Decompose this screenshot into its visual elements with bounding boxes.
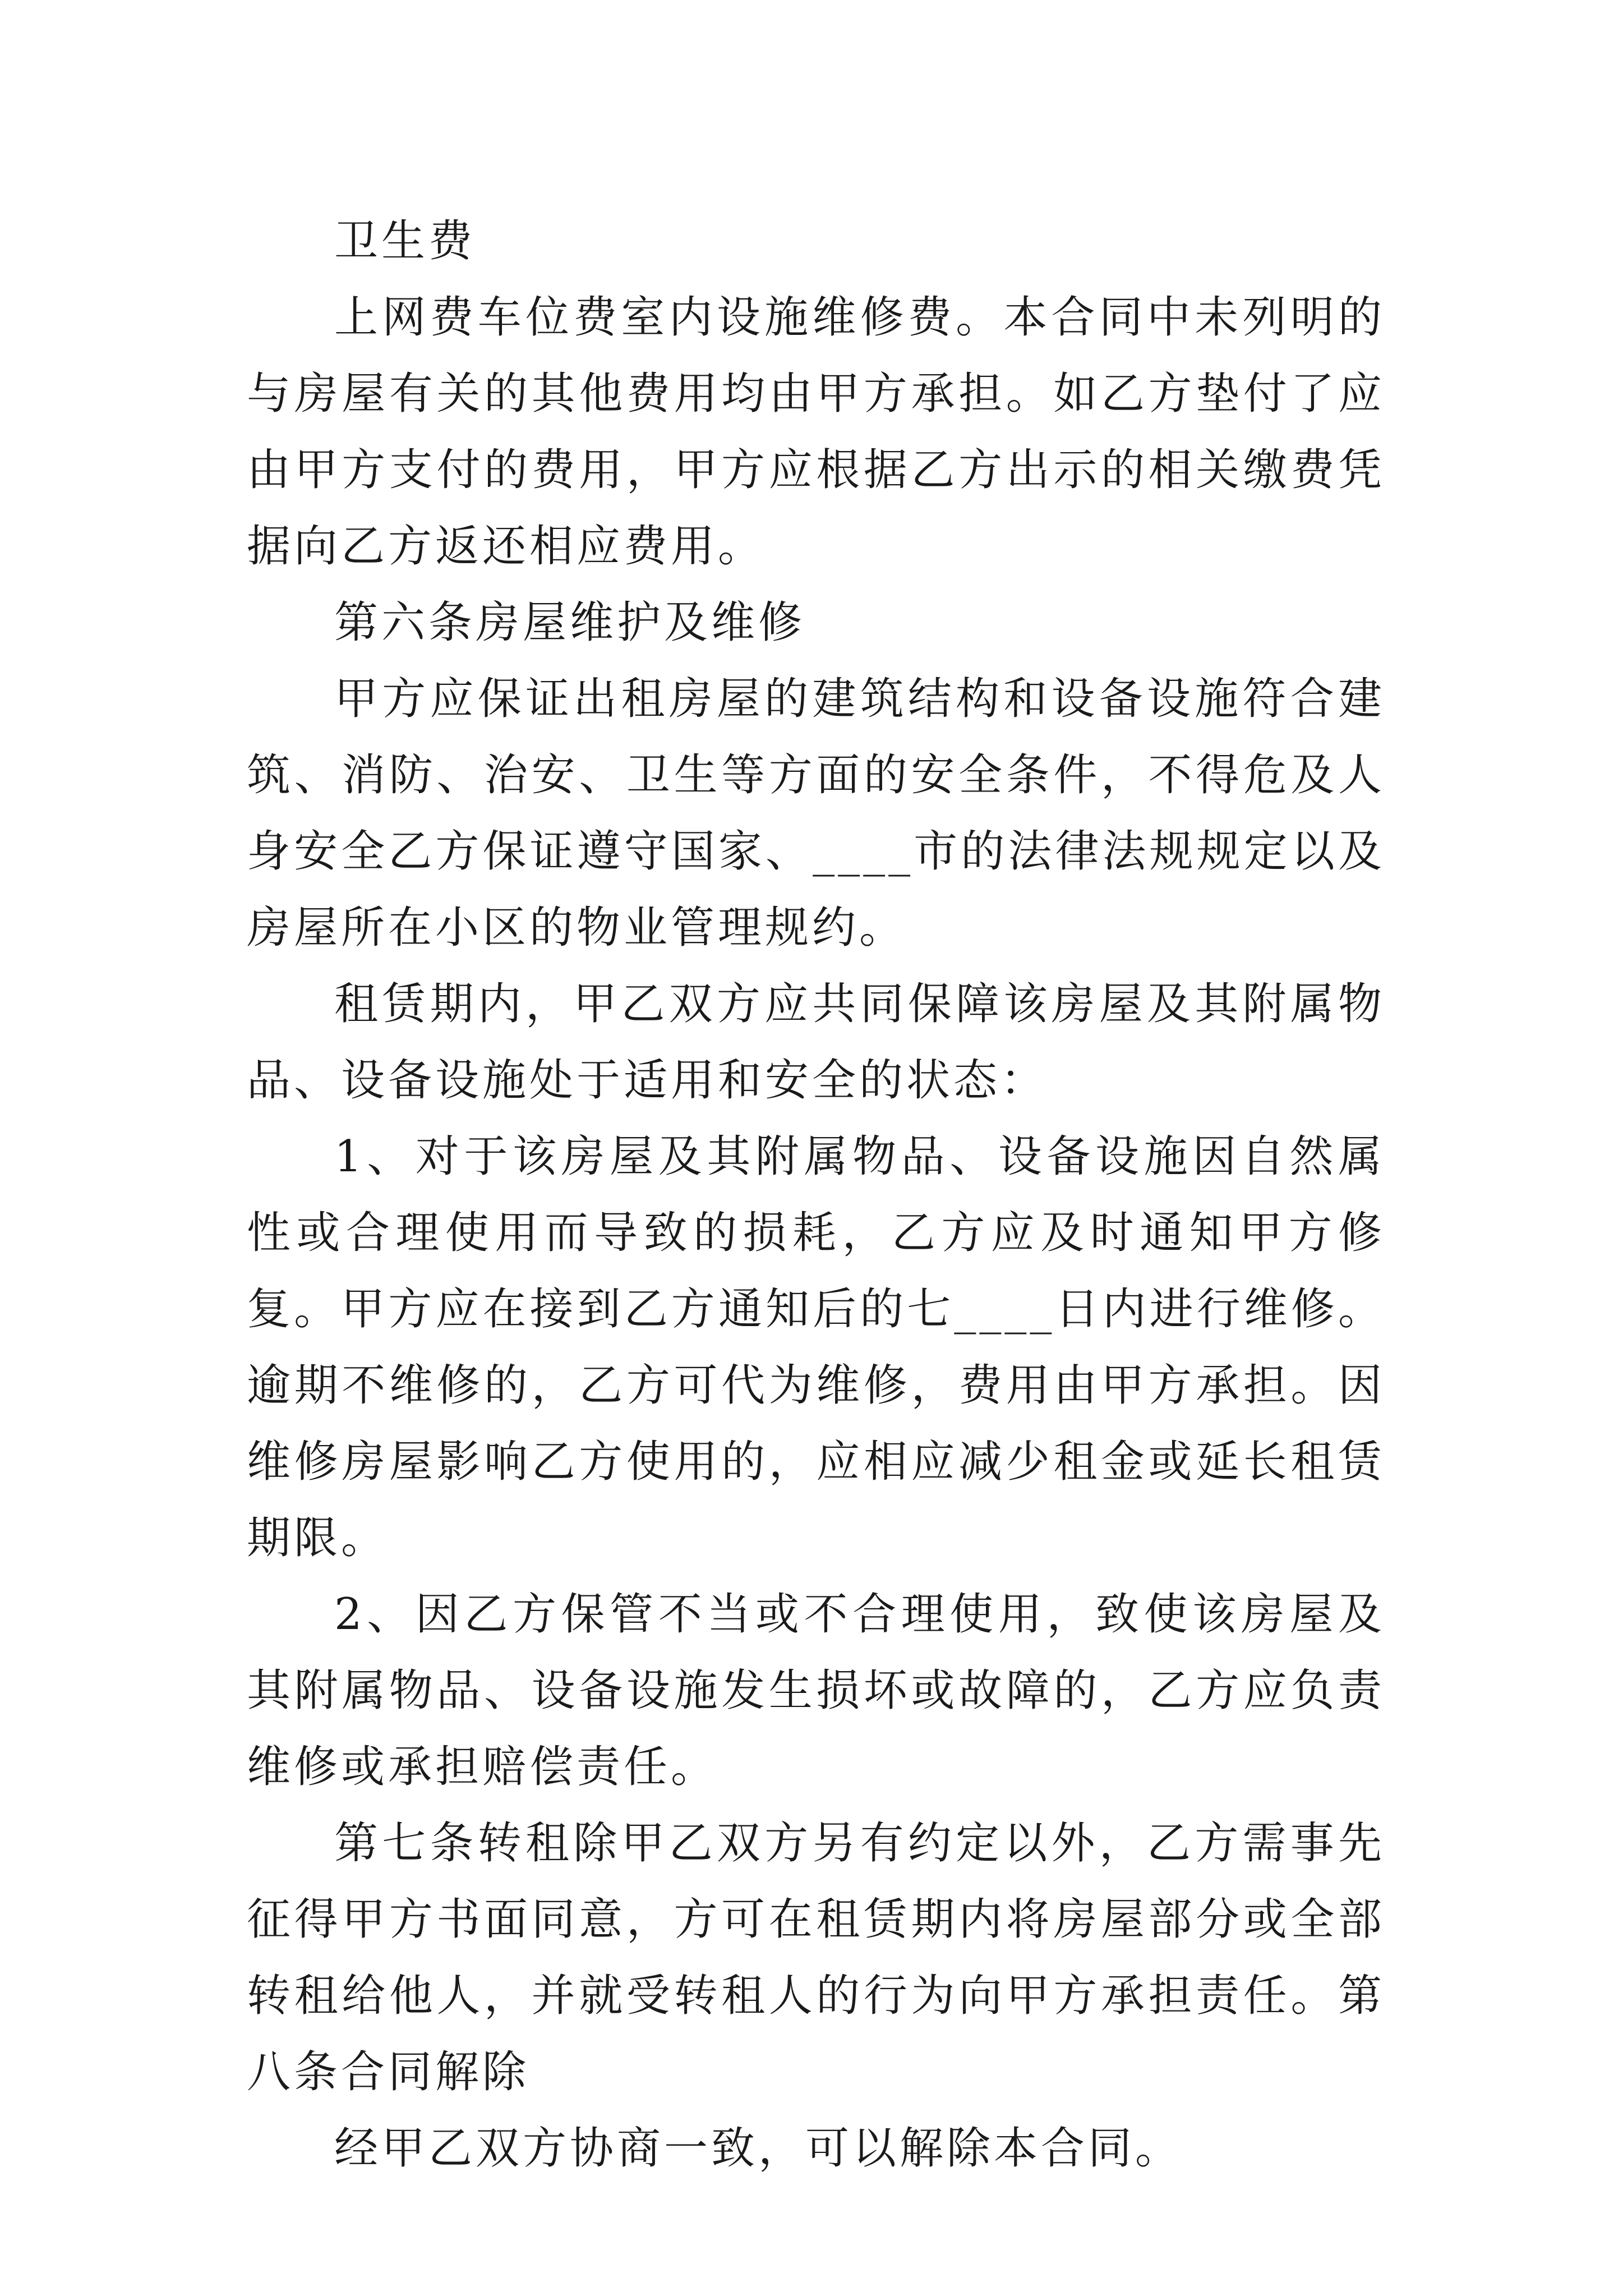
paragraph-clause-1: 1、对于该房屋及其附属物品、设备设施因自然属性或合理使用而导致的损耗，乙方应及时通知甲方修复。甲方应在接到乙方通知后的七____日内进行维修。逾期不维修的，乙方可代为维修，费用由甲方承担。因维修房屋影响乙方使用的，应相应减少租金或延长租赁期限。 (247, 1131, 1385, 1563)
paragraph-lease-period-duty: 租赁期内，甲乙双方应共同保障该房屋及其附属物品、设备设施处于适用和安全的状态： (247, 979, 1385, 1106)
heading-article-6: 第六条房屋维护及维修 (334, 597, 806, 648)
paragraph-sanitation-fee: 卫生费 (334, 216, 476, 266)
paragraph-other-fees: 上网费车位费室内设施维修费。本合同中未列明的与房屋有关的其他费用均由甲方承担。如乙方垫付了应由甲方支付的费用，甲方应根据乙方出示的相关缴费凭据向乙方返还相应费用。 (247, 292, 1385, 572)
paragraph-clause-2: 2、因乙方保管不当或不合理使用，致使该房屋及其附属物品、设备设施发生损坏或故障的，乙方应负责维修或承担赔偿责任。 (247, 1589, 1385, 1792)
paragraph-article-7-sublease: 第七条转租除甲乙双方另有约定以外，乙方需事先征得甲方书面同意，方可在租赁期内将房屋部分或全部转租给他人，并就受转租人的行为向甲方承担责任。第八条合同解除 (247, 1818, 1385, 2097)
paragraph-safety-conditions: 甲方应保证出租房屋的建筑结构和设备设施符合建筑、消防、治安、卫生等方面的安全条件，不得危及人身安全乙方保证遵守国家、____市的法律法规规定以及房屋所在小区的物业管理规约。 (247, 674, 1385, 953)
paragraph-termination: 经甲乙双方协商一致，可以解除本合同。 (334, 2123, 1183, 2174)
document-body (247, 203, 1385, 2187)
